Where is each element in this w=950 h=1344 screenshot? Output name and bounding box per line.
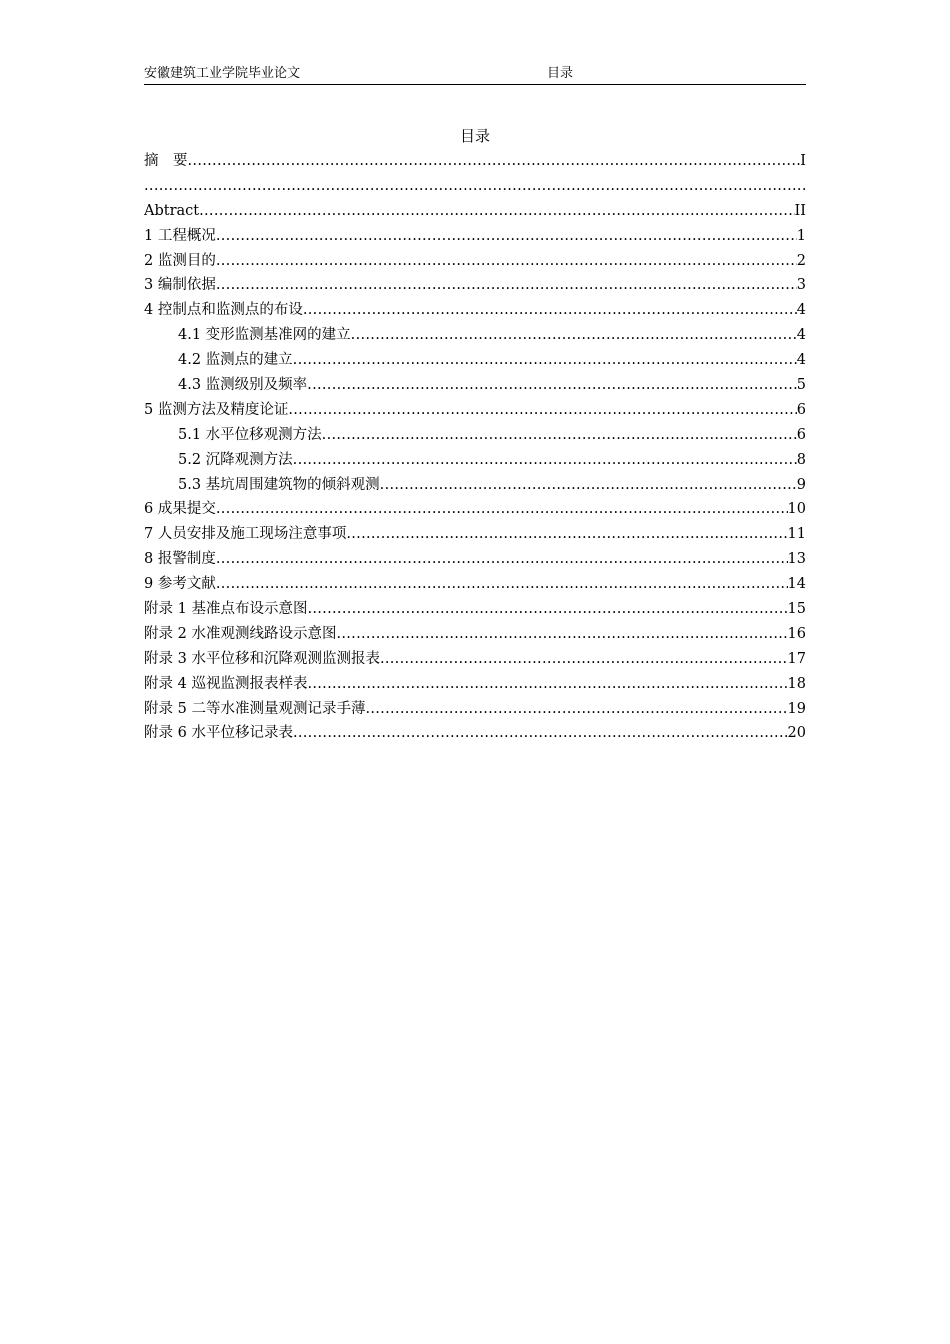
toc-entry[interactable]	[144, 298, 806, 323]
toc-entry-page-number: 15	[787, 601, 806, 618]
header-section-title: 目录	[547, 66, 574, 81]
toc-dot-leader	[336, 622, 787, 647]
toc-dot-leader	[365, 697, 787, 722]
toc-dot-leader	[307, 373, 797, 398]
toc-entry[interactable]	[144, 647, 806, 672]
toc-entry-page-number: 6	[796, 401, 806, 418]
toc-entry-label: 8 报警制度	[144, 551, 216, 568]
toc-entry[interactable]	[144, 373, 806, 398]
toc-dot-leader	[380, 473, 797, 498]
toc-dot-leader	[216, 547, 788, 572]
toc-entry[interactable]	[144, 398, 806, 423]
toc-entry[interactable]	[144, 522, 806, 547]
toc-entry-page-number: 4	[796, 302, 806, 319]
toc-entry-page-number: 18	[787, 675, 806, 692]
toc-dot-leader	[351, 323, 797, 348]
toc-entry[interactable]	[144, 721, 806, 746]
toc-entry[interactable]	[144, 622, 806, 647]
toc-entry-label: 4.2 监测点的建立	[178, 352, 293, 369]
toc-dot-leader	[144, 174, 806, 199]
toc-entry-page-number: 20	[787, 725, 806, 742]
toc-entry[interactable]	[144, 273, 806, 298]
toc-entry-page-number: 11	[787, 526, 806, 543]
toc-dot-leader	[216, 572, 788, 597]
toc-entry-page-number: 10	[787, 501, 806, 518]
toc-entry-page-number: 1	[796, 227, 806, 244]
toc-entry[interactable]	[144, 572, 806, 597]
toc-entry-page-number: 17	[787, 650, 806, 667]
toc-dot-leader	[293, 721, 788, 746]
toc-dot-leader	[216, 497, 788, 522]
toc-dot-leader	[346, 522, 787, 547]
toc-entry-page-number: 14	[787, 576, 806, 593]
toc-dot-leader	[307, 672, 787, 697]
toc-entry[interactable]	[144, 672, 806, 697]
toc-entry-page-number: 5	[796, 377, 806, 394]
toc-entry-page-number: 2	[796, 252, 806, 269]
toc-dot-leader	[199, 199, 794, 224]
toc-entry-label: 5.2 沉降观测方法	[178, 451, 293, 468]
table-of-contents	[144, 149, 806, 746]
toc-entry[interactable]	[144, 149, 806, 174]
toc-entry-page-number: 6	[796, 426, 806, 443]
toc-entry-page-number: 16	[787, 625, 806, 642]
toc-entry-label: 4.3 监测级别及频率	[178, 377, 308, 394]
toc-entry-page-number: II	[794, 202, 806, 219]
toc-dot-leader	[322, 423, 797, 448]
toc-entry-label: 6 成果提交	[144, 501, 216, 518]
toc-dot-leader	[216, 249, 797, 274]
toc-entry[interactable]	[144, 224, 806, 249]
toc-entry[interactable]	[144, 697, 806, 722]
toc-entry[interactable]	[144, 249, 806, 274]
toc-entry-label: 附录 2 水准观测线路设示意图	[144, 625, 337, 642]
toc-entry-label: 附录 3 水平位移和沉降观测监测报表	[144, 650, 380, 667]
toc-dot-leader	[216, 224, 797, 249]
toc-entry-page-number: 3	[796, 277, 806, 294]
toc-entry-label: 4 控制点和监测点的布设	[144, 302, 303, 319]
toc-dot-leader	[293, 448, 797, 473]
toc-entry[interactable]	[144, 497, 806, 522]
toc-entry-label: 9 参考文献	[144, 576, 216, 593]
toc-entry-page-number: 13	[787, 551, 806, 568]
toc-entry-label: 1 工程概况	[144, 227, 216, 244]
toc-dot-leader	[188, 149, 801, 174]
header-thesis-title: 安徽建筑工业学院毕业论文	[144, 66, 301, 81]
toc-entry-page-number: 8	[796, 451, 806, 468]
toc-entry-label: 附录 4 巡视监测报表样表	[144, 675, 308, 692]
toc-entry-label: 4.1 变形监测基准网的建立	[178, 327, 351, 344]
toc-entry[interactable]	[144, 423, 806, 448]
toc-entry-label: 摘 要	[144, 153, 188, 169]
page-header	[144, 64, 806, 85]
toc-dot-leader	[216, 273, 797, 298]
toc-entry-page-number: 4	[796, 327, 806, 344]
toc-entry[interactable]	[144, 448, 806, 473]
toc-entry-label: 5.1 水平位移观测方法	[178, 426, 322, 443]
toc-heading: 目录	[459, 127, 490, 145]
toc-entry-label: 2 监测目的	[144, 252, 216, 269]
toc-entry[interactable]	[144, 547, 806, 572]
toc-entry[interactable]	[144, 199, 806, 224]
toc-entry-label: 3 编制依据	[144, 277, 216, 294]
toc-dot-leader	[307, 597, 787, 622]
toc-entry[interactable]	[144, 473, 806, 498]
toc-entry[interactable]	[144, 323, 806, 348]
toc-dot-leader	[380, 647, 788, 672]
toc-entry[interactable]	[144, 174, 806, 199]
toc-entry[interactable]	[144, 597, 806, 622]
toc-entry-label: 附录 5 二等水准测量观测记录手薄	[144, 700, 366, 717]
toc-entry-label: Abtract	[144, 202, 200, 219]
toc-entry-label: 7 人员安排及施工现场注意事项	[144, 526, 347, 543]
toc-entry-page-number: I	[800, 153, 806, 169]
toc-entry-label: 附录 6 水平位移记录表	[144, 725, 293, 742]
toc-dot-leader	[303, 298, 797, 323]
toc-entry-page-number: 4	[796, 352, 806, 369]
toc-entry[interactable]	[144, 348, 806, 373]
toc-entry-label: 附录 1 基准点布设示意图	[144, 601, 308, 618]
toc-entry-label: 5 监测方法及精度论证	[144, 401, 289, 418]
toc-entry-label: 5.3 基坑周围建筑物的倾斜观测	[178, 476, 380, 493]
toc-dot-leader	[288, 398, 796, 423]
toc-entry-page-number: 9	[796, 476, 806, 493]
toc-dot-leader	[293, 348, 797, 373]
toc-entry-page-number: 19	[787, 700, 806, 717]
